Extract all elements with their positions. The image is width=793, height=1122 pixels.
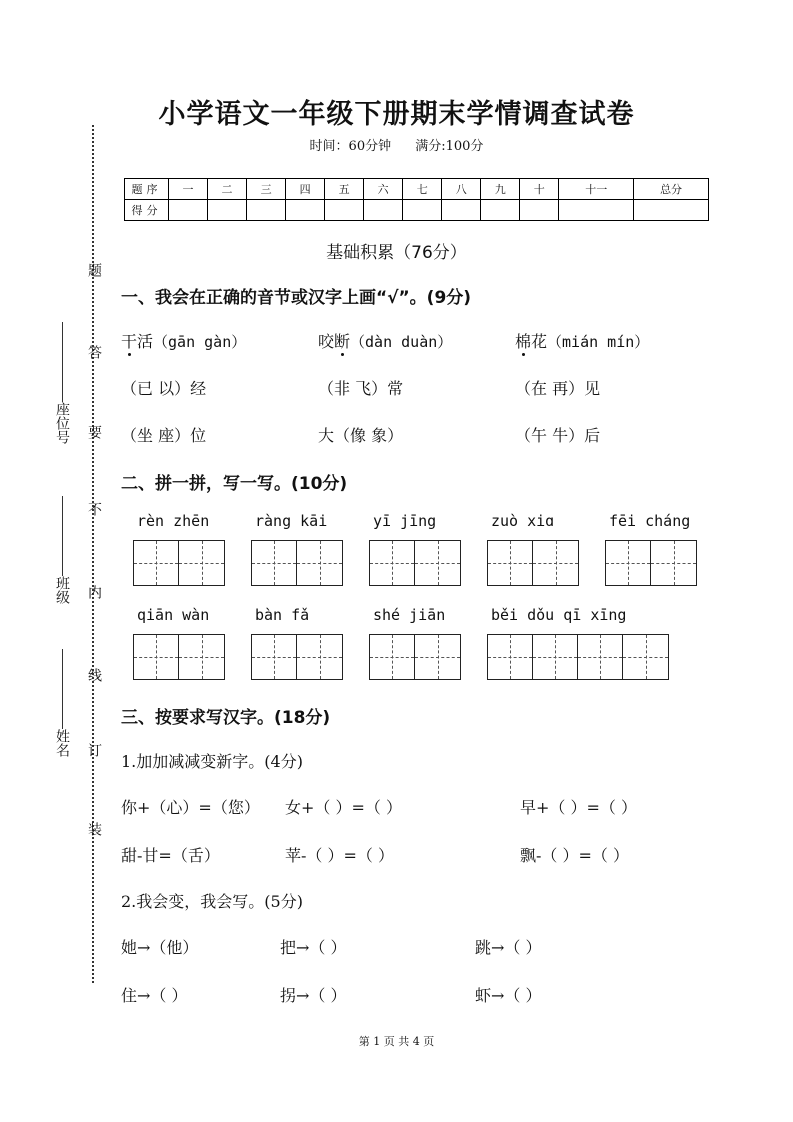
binding-char: 装 [86,822,102,836]
binding-char: 题 [86,263,102,277]
q1-char: 活 [137,332,154,351]
q3-equation[interactable]: 你+（心）=（您） [121,798,260,817]
binding-char: 内 [86,585,102,599]
q2-writing-grid[interactable] [487,540,579,586]
score-cell[interactable] [403,200,442,221]
q3-transform[interactable]: 把→（ ） [280,938,347,957]
score-cell[interactable] [208,200,247,221]
q1-char: 花 [531,332,548,351]
exam-full-score: 满分:100分 [415,139,484,154]
exam-time: 时间：60分钟 [309,139,392,154]
score-cell[interactable] [364,200,403,221]
score-table-header-label: 题序 [125,179,169,200]
binding-char: 要 [86,425,102,439]
q2-pinyin: fēi cháng [609,512,691,530]
score-col-header: 一 [169,179,208,200]
q1-item[interactable]: （坐 座）位 [121,426,207,445]
q1-item[interactable]: （在 再）见 [515,379,601,398]
q2-pinyin: rèn zhēn [137,512,210,530]
q3-transform[interactable]: 住→（ ） [121,986,188,1005]
q2-pinyin: bàn fǎ [255,606,310,624]
seat-number-blank[interactable] [62,322,63,402]
q3-equation[interactable]: 飘-（ ）=（ ） [520,846,629,865]
tianzige-cell[interactable] [533,635,578,679]
q2-pinyin: shé jiān [373,606,446,624]
q3-equation[interactable]: 早+（ ）=（ ） [520,798,637,817]
binding-char: 答 [86,345,102,359]
class-blank[interactable] [62,496,63,576]
tianzige-cell[interactable] [488,635,533,679]
tianzige-cell[interactable] [606,541,651,585]
binding-char: 不 [86,502,102,516]
q1-pinyin-options[interactable]: （gān gàn） [153,333,247,351]
score-table-header-row [125,179,709,200]
q3-transform[interactable]: 跳→（ ） [475,938,542,957]
score-col-header: 七 [403,179,442,200]
score-col-header: 三 [247,179,286,200]
q1-char: 咬 [318,332,335,351]
score-cell[interactable] [481,200,520,221]
tianzige-cell[interactable] [651,541,696,585]
binding-char: 订 [86,743,102,757]
score-cell[interactable] [559,200,634,221]
tianzige-cell[interactable] [297,541,342,585]
q3-equation[interactable]: 女+（ ）=（ ） [285,798,402,817]
score-table-score-row [125,200,709,221]
score-cell[interactable] [247,200,286,221]
tianzige-cell[interactable] [578,635,623,679]
exam-info [0,135,793,154]
q2-writing-grid[interactable] [251,540,343,586]
score-col-header: 二 [208,179,247,200]
q2-writing-grid[interactable] [251,634,343,680]
q3-equation[interactable]: 甜-甘=（舌） [121,846,220,865]
tianzige-cell[interactable] [533,541,578,585]
q2-pinyin: zuò xiɑ [491,512,555,530]
score-cell[interactable] [442,200,481,221]
tianzige-cell[interactable] [488,541,533,585]
score-col-header: 八 [442,179,481,200]
q1-dotted-char: 干 [121,332,138,351]
score-col-header: 五 [325,179,364,200]
q3-transform[interactable]: 拐→（ ） [280,986,347,1005]
score-cell[interactable] [169,200,208,221]
score-col-header: 四 [286,179,325,200]
tianzige-cell[interactable] [370,541,415,585]
q3-sub2-title: 2.我会变，我会写。(5分) [121,892,303,911]
q1-item [318,329,452,352]
q2-writing-grid[interactable] [133,634,225,680]
score-cell[interactable] [325,200,364,221]
q1-dotted-char: 棉 [515,332,532,351]
q2-pinyin: běi dǒu qī xīng [491,606,627,624]
tianzige-cell[interactable] [415,541,460,585]
name-label: 姓名 [54,729,70,757]
q1-item[interactable]: 大（像 象） [318,426,404,445]
score-col-header: 六 [364,179,403,200]
tianzige-cell[interactable] [134,635,179,679]
q2-heading: 二、拼一拼，写一写。(10分) [121,474,348,494]
q2-pinyin: qiān wàn [137,606,210,624]
score-cell[interactable] [286,200,325,221]
tianzige-cell[interactable] [179,635,224,679]
tianzige-cell[interactable] [179,541,224,585]
section-title: 基础积累（76分） [326,243,467,263]
q3-sub1-title: 1.加加减减变新字。(4分) [121,752,303,771]
q1-item[interactable]: （午 牛）后 [515,426,601,445]
score-cell[interactable] [520,200,559,221]
q1-item[interactable]: （已 以）经 [121,379,207,398]
score-cell[interactable] [634,200,709,221]
page-footer: 第 1 页 共 4 页 [358,1035,435,1048]
q2-writing-grid[interactable] [133,540,225,586]
q1-pinyin-options[interactable]: （dàn duàn） [350,333,453,351]
q2-pinyin: ràng kāi [255,512,328,530]
score-table-score-label: 得分 [125,200,169,221]
q3-transform[interactable]: 她→（他） [121,938,199,957]
q3-heading: 三、按要求写汉字。(18分) [121,708,331,728]
binding-char: 线 [86,668,102,682]
q3-transform[interactable]: 虾→（ ） [475,986,542,1005]
score-col-header: 十 [520,179,559,200]
q1-item [515,329,649,352]
q2-writing-grid[interactable] [369,540,461,586]
q1-item [121,329,246,352]
q2-pinyin: yī jīng [373,512,437,530]
tianzige-cell[interactable] [252,635,297,679]
name-blank[interactable] [62,649,63,729]
q1-heading: 一、我会在正确的音节或汉字上画“√”。(9分) [121,288,472,308]
tianzige-cell[interactable] [297,635,342,679]
q2-writing-grid[interactable] [605,540,697,586]
tianzige-cell[interactable] [134,541,179,585]
score-col-header: 总分 [634,179,709,200]
seat-number-label: 座位号 [54,402,70,444]
seat-number-field [50,318,72,444]
q3-equation[interactable]: 苹-（ ）=（ ） [285,846,394,865]
q1-item[interactable]: （非 飞）常 [318,379,404,398]
q1-dotted-char: 断 [334,332,351,351]
score-table [124,178,709,221]
q2-writing-grid[interactable] [369,634,461,680]
tianzige-cell[interactable] [252,541,297,585]
tianzige-cell[interactable] [370,635,415,679]
name-field [50,645,72,757]
q1-pinyin-options[interactable]: （mián mín） [547,333,650,351]
tianzige-cell[interactable] [415,635,460,679]
q2-writing-grid[interactable] [487,634,669,680]
tianzige-cell[interactable] [623,635,668,679]
class-label: 班级 [54,576,70,604]
score-col-header: 九 [481,179,520,200]
class-field [50,492,72,604]
page-title: 小学语文一年级下册期末学情调查试卷 [158,99,635,130]
score-col-header: 十一 [559,179,634,200]
